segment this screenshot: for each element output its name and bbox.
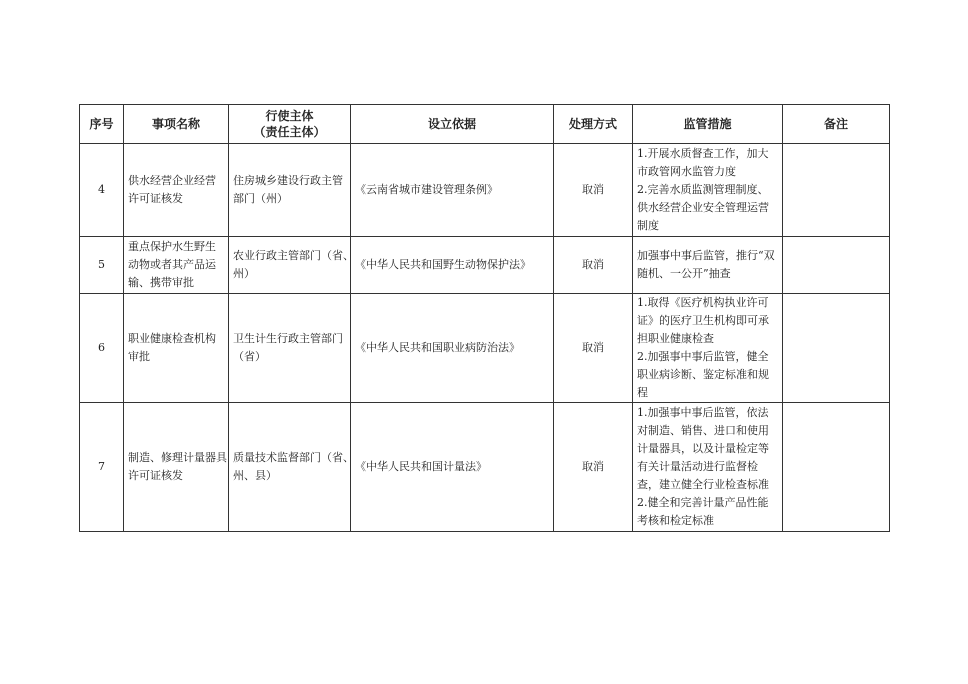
cell-seq: 6: [80, 294, 124, 403]
header-item-name: 事项名称: [124, 105, 229, 144]
cell-measures: 1.加强事中事后监管，依法 对制造、销售、进口和使用 计量器具，以及计量检定等 有关计量活动进行监督检 查，建立健全行业检查标准 2.健全和完善计量产品性能 考核和检定标准: [633, 403, 783, 532]
cell-method: 取消: [554, 237, 633, 294]
regulatory-items-table: [79, 104, 890, 532]
cell-item-name: 供水经营企业经营 许可证核发: [124, 144, 229, 237]
header-measures: 监管措施: [633, 105, 783, 144]
cell-subject: 住房城乡建设行政主管 部门（州）: [229, 144, 351, 237]
cell-notes: [783, 294, 890, 403]
cell-method: 取消: [554, 294, 633, 403]
cell-seq: 4: [80, 144, 124, 237]
cell-measures: 1.开展水质督查工作，加大 市政管网水监管力度 2.完善水质监测管理制度、 供水经营企业安全管理运营 制度: [633, 144, 783, 237]
cell-method: 取消: [554, 403, 633, 532]
cell-basis: 《中华人民共和国职业病防治法》: [351, 294, 554, 403]
cell-item-name: 制造、修理计量器具 许可证核发: [124, 403, 229, 532]
cell-seq: 7: [80, 403, 124, 532]
cell-measures: 1.取得《医疗机构执业许可 证》的医疗卫生机构即可承 担职业健康检查 2.加强事中事后监管，健全 职业病诊断、鉴定标准和规 程: [633, 294, 783, 403]
header-notes: 备注: [783, 105, 890, 144]
table-row: [80, 294, 890, 403]
cell-method: 取消: [554, 144, 633, 237]
cell-basis: 《云南省城市建设管理条例》: [351, 144, 554, 237]
header-subject: [229, 105, 351, 144]
table-row: [80, 237, 890, 294]
cell-item-name: 职业健康检查机构 审批: [124, 294, 229, 403]
cell-measures: 加强事中事后监管，推行“双 随机、一公开”抽查: [633, 237, 783, 294]
header-method: 处理方式: [554, 105, 633, 144]
cell-subject: 农业行政主管部门（省、 州）: [229, 237, 351, 294]
table-header-row: [80, 105, 890, 144]
header-subject-line2: （责任主体）: [253, 125, 326, 139]
header-subject-line1: 行使主体: [265, 109, 314, 123]
cell-notes: [783, 403, 890, 532]
table-row: [80, 403, 890, 532]
header-basis: 设立依据: [351, 105, 554, 144]
cell-subject: 质量技术监督部门（省、 州、县）: [229, 403, 351, 532]
cell-subject: 卫生计生行政主管部门 （省）: [229, 294, 351, 403]
cell-basis: 《中华人民共和国野生动物保护法》: [351, 237, 554, 294]
table-row: [80, 144, 890, 237]
cell-notes: [783, 144, 890, 237]
cell-seq: 5: [80, 237, 124, 294]
cell-basis: 《中华人民共和国计量法》: [351, 403, 554, 532]
cell-item-name: 重点保护水生野生 动物或者其产品运 输、携带审批: [124, 237, 229, 294]
header-seq: 序号: [80, 105, 124, 144]
cell-notes: [783, 237, 890, 294]
